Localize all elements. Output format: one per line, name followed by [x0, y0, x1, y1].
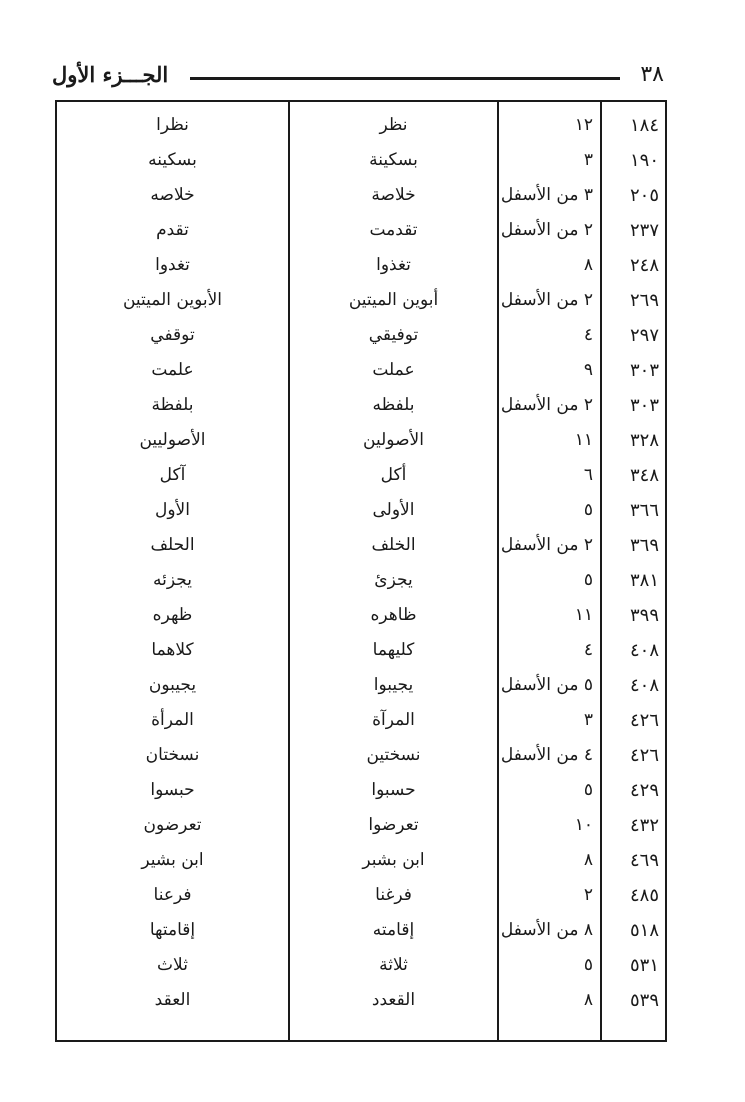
table-row	[57, 458, 665, 493]
correction-text-cell: خلاصه	[150, 185, 195, 205]
page-number-cell: ٣٦٦	[629, 500, 659, 521]
error-text-cell: حسبوا	[371, 780, 416, 800]
line-number-cell: ٣ من الأسفل	[500, 185, 593, 205]
line-number-cell: ٢	[583, 885, 593, 905]
error-text-cell: المرآة	[372, 710, 415, 730]
correction-text-cell: الأول	[155, 500, 190, 520]
table-row	[57, 248, 665, 283]
table-row	[57, 283, 665, 318]
table-row	[57, 633, 665, 668]
page-number-cell: ٤٨٥	[629, 885, 659, 906]
correction-text-cell: الأبوين الميتين	[122, 290, 223, 310]
error-text-cell: توفيقي	[368, 325, 419, 345]
correction-text-cell: توقفي	[150, 325, 195, 345]
error-text-cell: ظاهره	[370, 605, 417, 625]
page-number-cell: ٣٨١	[629, 570, 659, 591]
table-row	[57, 913, 665, 948]
page-number-cell: ٤٠٨	[629, 675, 659, 696]
page-number-cell: ٢٣٧	[629, 220, 659, 241]
correction-text-cell: الحلف	[150, 535, 195, 555]
page-number-cell: ٤٢٦	[629, 710, 659, 731]
line-number-cell: ٥	[583, 955, 593, 975]
error-text-cell: خلاصة	[371, 185, 416, 205]
error-text-cell: تغذوا	[376, 255, 411, 275]
table-row	[57, 703, 665, 738]
table-row	[57, 668, 665, 703]
correction-text-cell: بلفظة	[151, 395, 194, 415]
line-number-cell: ٢ من الأسفل	[500, 535, 593, 555]
correction-text-cell: المرأة	[151, 710, 194, 730]
page-number-cell: ٣٢٨	[629, 430, 659, 451]
table-row	[57, 388, 665, 423]
page-number-cell: ٥٣١	[629, 955, 659, 976]
line-number-cell: ٢ من الأسفل	[500, 395, 593, 415]
error-text-cell: القعدد	[371, 990, 416, 1010]
line-number-cell: ٦	[583, 465, 593, 485]
correction-text-cell: علمت	[151, 360, 194, 380]
table-row	[57, 178, 665, 213]
table-row	[57, 563, 665, 598]
page-number-cell: ٤٠٨	[629, 640, 659, 661]
table-row	[57, 108, 665, 143]
correction-text-cell: آكل	[159, 465, 186, 485]
correction-text-cell: تعرضون	[143, 815, 202, 835]
line-number-cell: ٤ من الأسفل	[500, 745, 593, 765]
line-number-cell: ٥ من الأسفل	[500, 675, 593, 695]
error-text-cell: الخلف	[371, 535, 416, 555]
volume-title: الجـــزء الأول	[52, 62, 169, 87]
page-number-cell: ١٨٤	[629, 115, 659, 136]
table-row	[57, 423, 665, 458]
table-row	[57, 598, 665, 633]
table-row	[57, 318, 665, 353]
page-number-cell: ٢٠٥	[629, 185, 659, 206]
error-text-cell: كليهما	[372, 640, 415, 660]
table-row	[57, 143, 665, 178]
errata-table	[55, 100, 667, 1042]
table-row	[57, 493, 665, 528]
table-row	[57, 213, 665, 248]
line-number-cell: ٨ من الأسفل	[500, 920, 593, 940]
table-row	[57, 528, 665, 563]
page-number-cell: ٢٤٨	[629, 255, 659, 276]
line-number-cell: ٨	[583, 255, 593, 275]
table-row	[57, 843, 665, 878]
page-number-cell: ٤٢٩	[629, 780, 659, 801]
error-text-cell: أبوين الميتين	[348, 290, 439, 310]
error-text-cell: يجيبوا	[373, 675, 414, 695]
line-number-cell: ١٢	[574, 115, 593, 135]
correction-text-cell: تغدوا	[155, 255, 190, 275]
table-row	[57, 983, 665, 1018]
error-text-cell: الأصولين	[363, 430, 424, 450]
page-number-cell: ١٩٠	[629, 150, 659, 171]
error-text-cell: يجزئ	[374, 570, 413, 590]
line-number-cell: ٢ من الأسفل	[500, 220, 593, 240]
page-number-cell: ٢٦٩	[629, 290, 659, 311]
line-number-cell: ٨	[583, 990, 593, 1010]
error-text-cell: ثلاثة	[379, 955, 408, 975]
table-row	[57, 808, 665, 843]
correction-text-cell: تقدم	[156, 220, 189, 240]
line-number-cell: ١٠	[574, 815, 593, 835]
page-number-cell: ٤٢٦	[629, 745, 659, 766]
page-number-cell: ٣٠٣	[629, 360, 659, 381]
line-number-cell: ١١	[574, 430, 593, 450]
line-number-cell: ٣	[583, 150, 593, 170]
error-text-cell: تعرضوا	[368, 815, 419, 835]
error-text-cell: فرغنا	[375, 885, 412, 905]
line-number-cell: ٣	[583, 710, 593, 730]
errata-rows	[57, 108, 665, 1018]
page-number-cell: ٤٦٩	[629, 850, 659, 871]
correction-text-cell: نظرا	[156, 115, 189, 135]
page-number: ٣٨	[640, 62, 664, 87]
error-text-cell: بلفظه	[372, 395, 415, 415]
error-text-cell: نظر	[379, 115, 408, 135]
page-number-cell: ٣٩٩	[629, 605, 659, 626]
error-text-cell: أكل	[380, 465, 407, 485]
table-row	[57, 878, 665, 913]
error-text-cell: ابن بشبر	[362, 850, 425, 870]
page-number-cell: ٣٦٩	[629, 535, 659, 556]
correction-text-cell: بسكينه	[148, 150, 197, 170]
line-number-cell: ٤	[583, 640, 593, 660]
page-number-cell: ٣٠٣	[629, 395, 659, 416]
correction-text-cell: العقد	[154, 990, 191, 1010]
correction-text-cell: حبسوا	[150, 780, 195, 800]
table-row	[57, 773, 665, 808]
error-text-cell: نسختين	[366, 745, 421, 765]
line-number-cell: ٥	[583, 500, 593, 520]
correction-text-cell: كلاهما	[151, 640, 194, 660]
line-number-cell: ٩	[583, 360, 593, 380]
table-row	[57, 948, 665, 983]
correction-text-cell: الأصوليين	[139, 430, 206, 450]
correction-text-cell: ثلاث	[157, 955, 188, 975]
error-text-cell: عملت	[372, 360, 415, 380]
line-number-cell: ٥	[583, 780, 593, 800]
correction-text-cell: إقامتها	[149, 920, 196, 940]
page-number-cell: ٥٣٩	[629, 990, 659, 1011]
table-row	[57, 738, 665, 773]
error-text-cell: تقدمت	[369, 220, 418, 240]
error-text-cell: إقامته	[372, 920, 415, 940]
line-number-cell: ٤	[583, 325, 593, 345]
page-number-cell: ٤٣٢	[629, 815, 659, 836]
correction-text-cell: ابن بشير	[141, 850, 204, 870]
page-number-cell: ٢٩٧	[629, 325, 659, 346]
correction-text-cell: فرعنا	[153, 885, 192, 905]
correction-text-cell: ظهره	[152, 605, 193, 625]
header-rule	[190, 77, 620, 80]
error-text-cell: بسكينة	[369, 150, 418, 170]
correction-text-cell: يجزئه	[153, 570, 192, 590]
page-number-cell: ٥١٨	[629, 920, 659, 941]
line-number-cell: ١١	[574, 605, 593, 625]
page-header	[52, 60, 664, 94]
line-number-cell: ٨	[583, 850, 593, 870]
table-row	[57, 353, 665, 388]
line-number-cell: ٥	[583, 570, 593, 590]
page-number-cell: ٣٤٨	[629, 465, 659, 486]
correction-text-cell: يجيبون	[148, 675, 197, 695]
error-text-cell: الأولى	[372, 500, 415, 520]
correction-text-cell: نسختان	[145, 745, 200, 765]
line-number-cell: ٢ من الأسفل	[500, 290, 593, 310]
